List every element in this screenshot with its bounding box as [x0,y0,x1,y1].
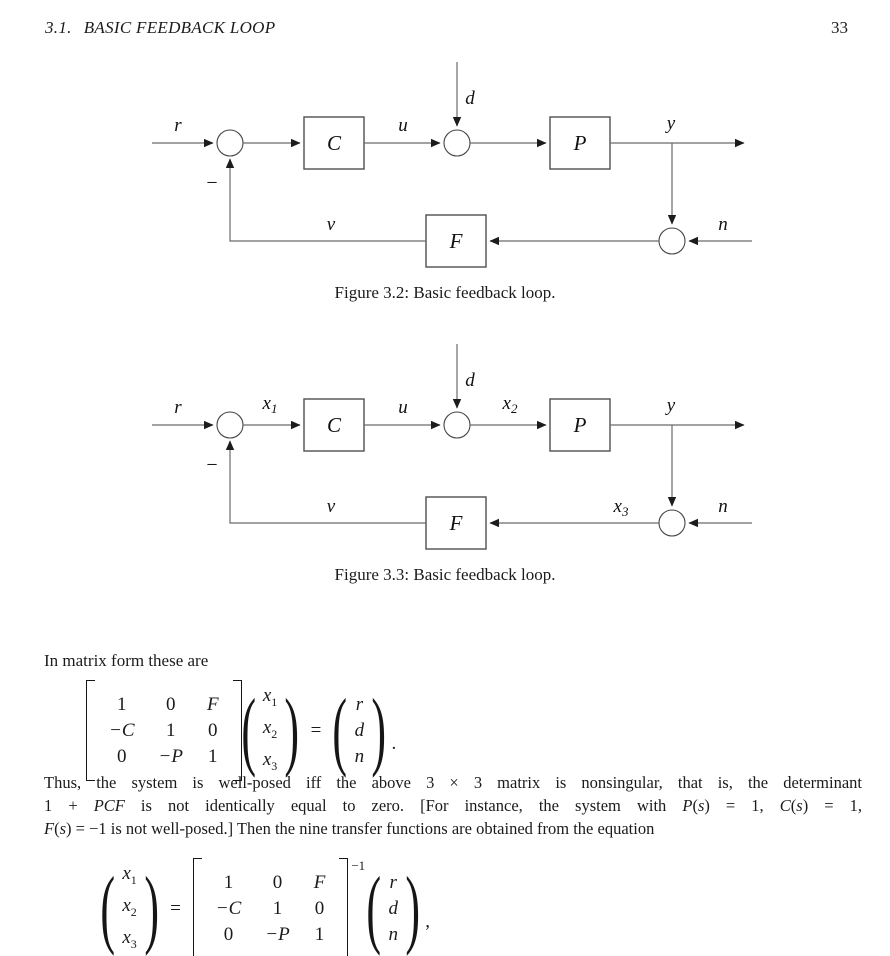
vector-entry: n [388,923,398,945]
vector-entry: d [388,897,398,919]
input-vector [380,867,406,951]
system-matrix [202,867,340,951]
left-paren: ( [366,859,382,956]
state-vector [114,858,144,956]
figure-3-3-caption: Figure 3.3: Basic feedback loop. [334,565,556,584]
matrix-cell: 1 [223,871,234,893]
matrix-cell: −P [265,923,290,945]
signal-label-r: r [174,397,182,418]
matrix-cell: 1 [165,719,176,741]
figure-3-2-caption: Figure 3.2: Basic feedback loop. [334,283,556,302]
vector-entry: r [355,693,364,715]
vector-entry: d [354,719,365,741]
vector-entry: $x_2$ [262,716,278,741]
left-paren: ( [332,681,348,779]
input-vector [347,689,373,773]
vector-entry: $x_2$ [122,894,137,919]
controller-label: C [326,413,342,437]
signal-label-r: r [174,115,182,136]
signal-label-n: n [718,496,728,517]
equals-sign: = [170,897,181,919]
error-summing-junction [217,412,243,438]
matrix-cell: 0 [117,745,127,767]
matrix-equation-2 [101,858,430,956]
left-paren: ( [100,859,115,956]
equals-sign: = [310,719,322,741]
paragraph-line: F(s) = −1 is not well-posed.] Then the nine transfer functions are obtained from the equation [44,819,655,839]
signal-label-y: y [666,395,676,416]
section-title: BASIC FEEDBACK LOOP [83,18,276,37]
matrix-cell: −C [109,719,135,741]
matrix-cell: 1 [272,897,283,919]
vector-entry: $x_3$ [262,748,278,773]
matrix-cell: 0 [223,923,234,945]
signal-label-x2: $x_2$ [502,393,518,416]
signal-label-x1: $x_1$ [262,393,278,416]
vector-entry: $x_1$ [122,863,137,887]
signal-label-x3: $x_3$ [613,496,629,519]
equation-terminator: . [391,732,397,754]
matrix-cell: 0 [272,871,283,893]
matrix-cell: 0 [314,897,325,919]
signal-label-d: d [465,370,475,391]
right-paren: ) [371,681,387,779]
matrix-cell: 1 [207,745,218,767]
noise-summing-junction [659,510,685,536]
inverse-exponent: −1 [351,858,366,873]
state-vector [255,680,285,781]
section-number: 3.1. [45,18,72,37]
matrix-cell: 0 [207,719,218,741]
vector-entry: $x_1$ [262,685,278,709]
left-bracket [86,680,95,781]
matrix-equation-1 [86,680,396,781]
feedback-label: F [449,229,463,253]
figure-3-2-diagram [0,58,890,273]
page-number: 33 [831,18,848,37]
body-paragraph [44,771,862,841]
matrix-cell: −P [158,745,183,767]
figure-3-3-diagram [0,340,890,555]
signal-label-v: v [326,214,336,235]
signal-label-n: n [718,214,728,235]
plant-label: P [573,131,587,155]
signal-label-v: v [326,496,336,517]
paragraph-line: Thus, the system is well-posed iff the above 3 × 3 matrix is nonsingular, that is, the determinant [44,773,862,792]
vector-entry: $x_3$ [122,926,137,951]
error-summing-junction [217,130,243,156]
section-heading [45,18,275,38]
right-paren: ) [284,681,300,779]
matrix-cell: F [313,871,326,893]
left-bracket [193,858,202,956]
right-bracket [233,680,242,781]
running-header [45,18,848,38]
equation-terminator: , [425,910,431,932]
controller-label: C [326,131,342,155]
matrix-cell: F [206,693,219,715]
paragraph-line: 1 + PCF is not identically equal to zero. [For instance, the system with P(s) = 1, C(s) = 1, [44,796,862,816]
intro-text: In matrix form these are [44,651,209,670]
signal-label-y: y [666,113,676,134]
minus-sign: − [206,172,218,194]
minus-sign: − [206,454,218,476]
left-paren: ( [240,681,256,779]
vector-entry: r [389,871,397,893]
right-paren: ) [144,859,159,956]
vector-entry: n [354,745,365,767]
feedback-label: F [449,511,463,535]
noise-summing-junction [659,228,685,254]
signal-label-u: u [398,397,408,418]
plant-label: P [573,413,587,437]
matrix-cell: 1 [117,693,127,715]
right-bracket [339,858,348,956]
signal-label-u: u [398,115,408,136]
right-paren: ) [405,859,420,956]
system-matrix [95,689,233,773]
signal-label-d: d [465,88,475,109]
disturbance-summing-junction [444,130,470,156]
matrix-cell: 1 [314,923,325,945]
matrix-cell: 0 [165,693,176,715]
disturbance-summing-junction [444,412,470,438]
matrix-cell: −C [215,897,242,919]
